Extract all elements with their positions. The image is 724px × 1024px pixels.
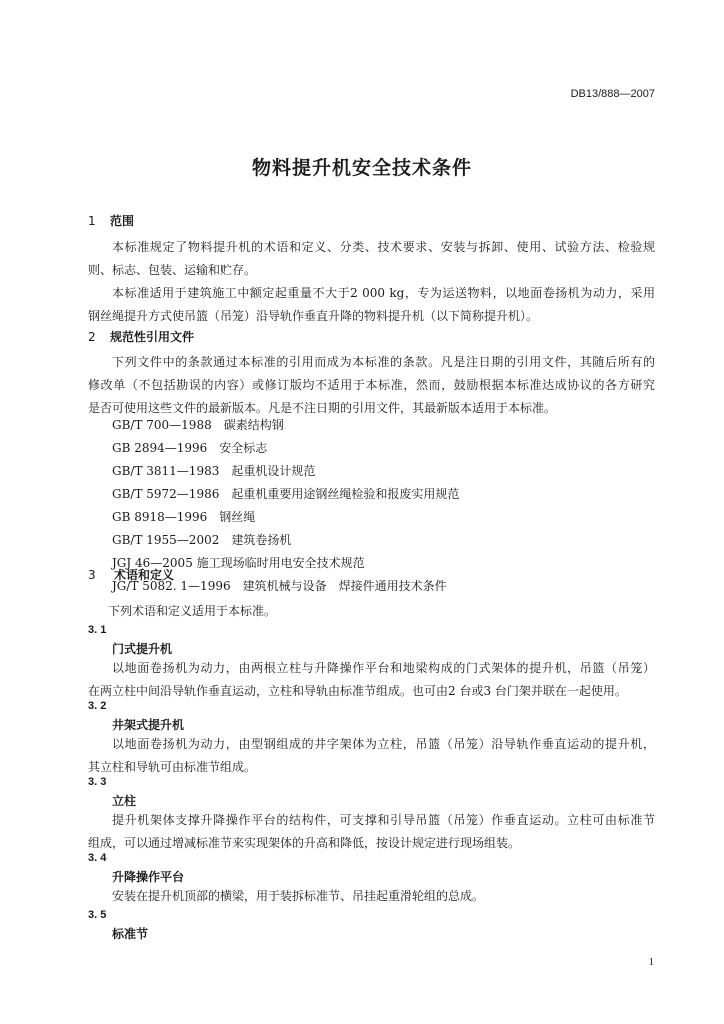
section-title: 规范性引用文件 bbox=[110, 330, 195, 344]
text-line: 下列文件中的条款通过本标准的引用而成为本标准的条款。凡是注日期的引用文件，其随后所有的 bbox=[112, 355, 655, 369]
text-line: 以地面卷扬机为动力，由型钢组成的井字架体为立柱，吊篮（吊笼）沿导轨作垂直运动的提升机， bbox=[112, 737, 655, 751]
text-line: 安装在提升机顶部的横梁，用于装拆标准节、吊挂起重滑轮组的总成。 bbox=[112, 889, 485, 903]
text-line: 组成，可以通过增减标准节来实现架体的升高和降低，按设计规定进行现场组装。 bbox=[88, 836, 521, 850]
text-line: 在两立柱中间沿导轨作垂直运动，立柱和导轨由标准节组成。也可由2 台或3 台门架并联在一起使用。 bbox=[88, 684, 627, 698]
text-line: 下列术语和定义适用于本标准。 bbox=[108, 604, 277, 618]
reference-item: GB/T 700—1988 碳素结构钢 bbox=[112, 418, 284, 432]
clause-number: 3. 2 bbox=[88, 700, 107, 712]
section-heading-normative bbox=[88, 328, 194, 345]
terms-intro bbox=[108, 600, 648, 623]
text-line: 修改单（不包括勘误的内容）或修订版均不适用于本标准，然而，鼓励根据本标准达成协议的各方研究 bbox=[88, 378, 655, 392]
page-title: 物料提升机安全技术条件 bbox=[251, 157, 472, 179]
scope-paragraph-2 bbox=[88, 282, 655, 328]
normative-intro bbox=[88, 351, 655, 420]
text-line: 其立柱和导轨可由标准节组成。 bbox=[88, 760, 257, 774]
section-number: 2 bbox=[88, 330, 96, 344]
term-definition bbox=[88, 657, 655, 703]
term-definition bbox=[88, 733, 655, 779]
text-line: 本标准适用于建筑施工中额定起重量不大于2 000 kg，专为运送物料，以地面卷扬机为动力，采用 bbox=[112, 286, 655, 300]
text-line: 是否可使用这些文件的最新版本。凡是不注日期的引用文件，其最新版本适用于本标准。 bbox=[88, 401, 557, 415]
term-name: 门式提升机 bbox=[112, 642, 173, 656]
section-heading-scope bbox=[88, 212, 134, 229]
reference-item: GB 2894—1996 安全标志 bbox=[112, 441, 268, 455]
text-line: 本标准规定了物料提升机的术语和定义、分类、技术要求、安装与拆卸、使用、试验方法、检验规 bbox=[112, 240, 655, 254]
page-number: 1 bbox=[648, 956, 654, 968]
reference-item: GB/T 5972—1986 起重机重要用途钢丝绳检验和报废实用规范 bbox=[112, 487, 460, 501]
term-name: 井架式提升机 bbox=[112, 718, 185, 732]
term-definition bbox=[88, 809, 655, 855]
standard-code: DB13/888—2007 bbox=[570, 88, 655, 100]
text-line: 钢丝绳提升方式使吊篮（吊笼）沿导轨作垂直升降的物料提升机（以下简称提升机）。 bbox=[88, 309, 539, 323]
clause-number: 3. 1 bbox=[88, 624, 107, 636]
term-name: 立柱 bbox=[112, 794, 137, 808]
section-title: 范围 bbox=[110, 214, 135, 228]
reference-item: GB 8918—1996 钢丝绳 bbox=[112, 510, 256, 524]
clause-number: 3. 4 bbox=[88, 852, 107, 864]
section-heading-terms bbox=[88, 566, 174, 583]
term-name: 升降操作平台 bbox=[112, 870, 185, 884]
clause-number: 3. 3 bbox=[88, 776, 107, 788]
text-line: 提升机架体支撑升降操作平台的结构件，可支撑和引导吊篮（吊笼）作垂直运动。立柱可由标准节 bbox=[112, 813, 655, 827]
reference-item: JGJ 46—2005 施工现场临时用电安全技术规范 bbox=[112, 556, 365, 570]
reference-item: JG/T 5082. 1—1996 建筑机械与设备 焊接件通用技术条件 bbox=[112, 579, 447, 593]
section-number: 1 bbox=[88, 214, 96, 228]
term-definition bbox=[88, 885, 655, 908]
reference-item: GB/T 3811—1983 起重机设计规范 bbox=[112, 464, 316, 478]
clause-number: 3. 5 bbox=[88, 909, 107, 921]
text-line: 则、标志、包装、运输和贮存。 bbox=[88, 263, 257, 277]
reference-item: GB/T 1955—2002 建筑卷扬机 bbox=[112, 533, 292, 547]
text-line: 以地面卷扬机为动力，由两根立柱与升降操作平台和地梁构成的门式架体的提升机，吊篮（吊笼） bbox=[112, 661, 655, 675]
scope-paragraph-1 bbox=[88, 236, 655, 282]
section-number: 3 bbox=[88, 568, 96, 582]
section-title: 术语和定义 bbox=[114, 568, 175, 582]
term-name: 标准节 bbox=[112, 927, 149, 941]
